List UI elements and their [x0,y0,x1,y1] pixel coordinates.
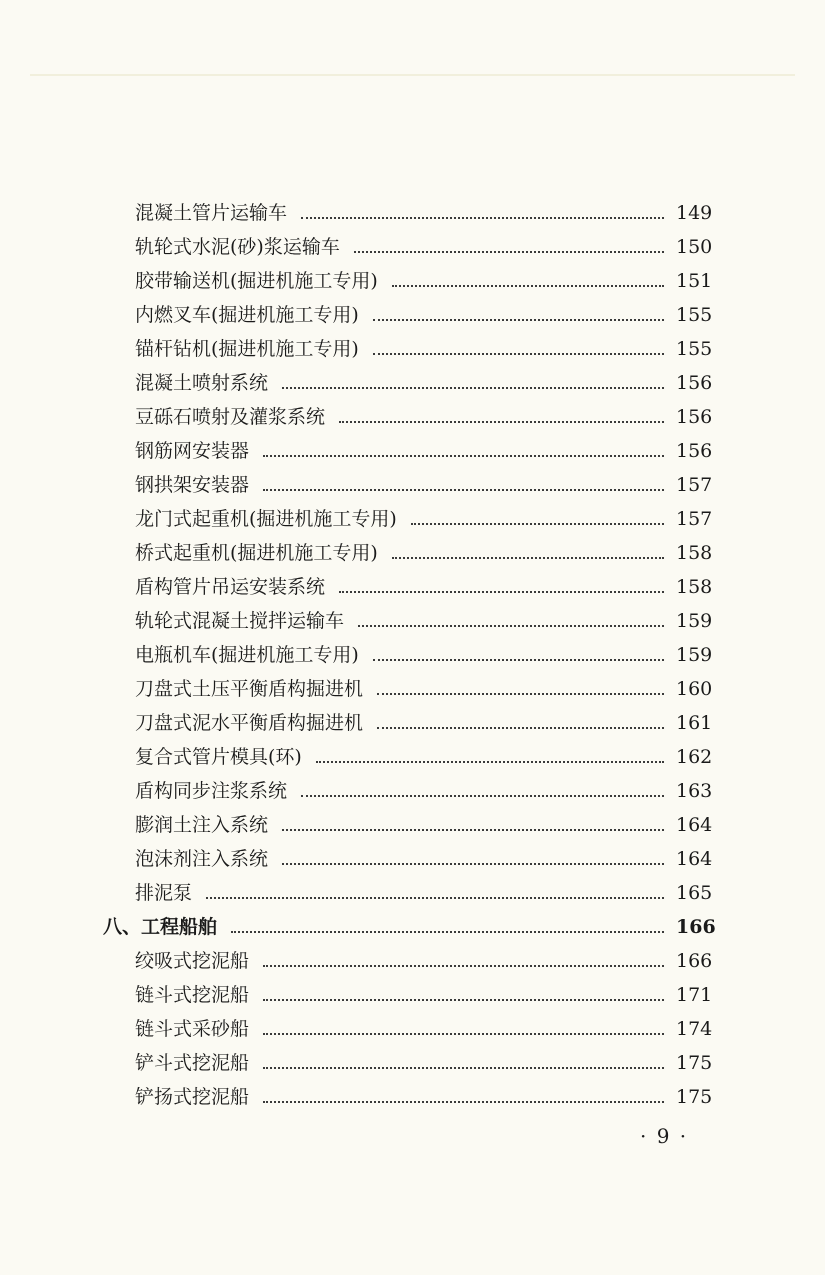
toc-entry[interactable] [100,366,712,400]
toc-entry-page: 157 [676,474,713,496]
toc-entry-label: 钢拱架安装器 [135,474,250,496]
dot-leader [282,829,664,831]
toc-entry-page: 166 [676,950,713,972]
dot-leader [316,761,664,763]
toc-entry[interactable] [100,400,712,434]
toc-entry-page: 155 [676,338,713,360]
toc-entry-label: 八、工程船舶 [103,916,218,938]
toc-entry[interactable] [100,468,712,502]
dot-leader [263,455,664,457]
dot-leader [392,557,664,559]
toc-entry-page: 149 [676,202,713,224]
toc-entry-page: 171 [676,984,713,1006]
toc-entry-page: 151 [676,270,713,292]
toc-entry[interactable] [100,1046,712,1080]
toc-entry-label: 钢筋网安装器 [135,440,250,462]
toc-entry-page: 162 [676,746,713,768]
toc-entry[interactable] [100,298,712,332]
toc-entry-label: 排泥泵 [135,882,193,904]
toc-entry[interactable] [100,842,712,876]
toc-entry[interactable] [100,638,712,672]
dot-leader [377,727,664,729]
toc-entry[interactable] [100,264,712,298]
toc-entry-label: 盾构同步注浆系统 [135,780,288,802]
toc-entry-label: 绞吸式挖泥船 [135,950,250,972]
dot-leader [411,523,664,525]
toc-entry[interactable] [100,706,712,740]
dot-leader [263,1101,664,1103]
toc-entry-page: 164 [676,848,713,870]
toc-entry-label: 混凝土喷射系统 [135,372,269,394]
dot-leader [339,421,664,423]
dot-leader [301,217,664,219]
toc-entry[interactable] [100,672,712,706]
toc-entry[interactable] [100,944,712,978]
dot-leader [373,319,664,321]
toc-entry-label: 链斗式采砂船 [135,1018,250,1040]
toc-entry-label: 盾构管片吊运安装系统 [135,576,326,598]
toc-entry-label: 膨润土注入系统 [135,814,269,836]
toc-section-heading[interactable] [100,910,716,944]
dot-leader [392,285,664,287]
toc-entry-page: 165 [676,882,713,904]
dot-leader [263,1033,664,1035]
toc-entry-label: 胶带输送机(掘进机施工专用) [135,270,378,292]
dot-leader [206,897,664,899]
toc-entry[interactable] [100,740,712,774]
toc-entry-page: 150 [676,236,713,258]
toc-entry-page: 160 [676,678,713,700]
header-rule [30,74,795,76]
dot-leader [263,999,664,1001]
toc-entry-label: 复合式管片模具(环) [135,746,302,768]
toc-entry-page: 159 [676,610,713,632]
toc-entry-page: 164 [676,814,713,836]
toc-entry-page: 158 [676,542,713,564]
toc-entry[interactable] [100,1012,712,1046]
toc-entry-page: 174 [676,1018,713,1040]
toc-entry-label: 电瓶机车(掘进机施工专用) [135,644,359,666]
toc-entry-label: 混凝土管片运输车 [135,202,288,224]
toc-entry[interactable] [100,978,712,1012]
dot-leader [263,965,664,967]
toc-entry-page: 156 [676,406,713,428]
toc-entry[interactable] [100,502,712,536]
dot-leader [231,931,664,933]
toc-entry-label: 链斗式挖泥船 [135,984,250,1006]
toc-entry-page: 166 [676,916,716,938]
toc-entry-label: 铲斗式挖泥船 [135,1052,250,1074]
dot-leader [339,591,664,593]
toc-entry[interactable] [100,230,712,264]
toc-entry[interactable] [100,196,712,230]
toc-entry-label: 泡沫剂注入系统 [135,848,269,870]
toc-entry-label: 龙门式起重机(掘进机施工专用) [135,508,397,530]
dot-leader [263,489,664,491]
toc-entry-page: 156 [676,372,713,394]
toc-entry-page: 157 [676,508,713,530]
toc-entry-label: 锚杆钻机(掘进机施工专用) [135,338,359,360]
dot-leader [282,863,664,865]
dot-leader [301,795,664,797]
toc-entry-label: 豆砾石喷射及灌浆系统 [135,406,326,428]
dot-leader [377,693,664,695]
dot-leader [373,659,664,661]
dot-leader [282,387,664,389]
toc-entry-page: 155 [676,304,713,326]
toc-entry[interactable] [100,604,712,638]
toc-entry-label: 轨轮式混凝土搅拌运输车 [135,610,345,632]
toc-entry-page: 159 [676,644,713,666]
table-of-contents [100,196,716,1114]
toc-entry-page: 158 [676,576,713,598]
toc-entry-page: 175 [676,1086,713,1108]
dot-leader [354,251,664,253]
toc-entry-label: 轨轮式水泥(砂)浆运输车 [135,236,340,258]
toc-entry-label: 内燃叉车(掘进机施工专用) [135,304,359,326]
toc-entry[interactable] [100,774,712,808]
toc-entry[interactable] [100,876,712,910]
toc-entry-page: 175 [676,1052,713,1074]
toc-entry-page: 161 [676,712,713,734]
toc-entry[interactable] [100,332,712,366]
toc-entry-label: 桥式起重机(掘进机施工专用) [135,542,378,564]
toc-entry-page: 156 [676,440,713,462]
page-number: · 9 · [640,1124,689,1148]
dot-leader [263,1067,664,1069]
toc-entry-label: 刀盘式土压平衡盾构掘进机 [135,678,364,700]
toc-entry-page: 163 [676,780,713,802]
toc-entry[interactable] [100,434,712,468]
toc-entry[interactable] [100,536,712,570]
dot-leader [358,625,664,627]
dot-leader [373,353,664,355]
toc-entry-label: 刀盘式泥水平衡盾构掘进机 [135,712,364,734]
toc-entry[interactable] [100,808,712,842]
toc-entry-label: 铲扬式挖泥船 [135,1086,250,1108]
toc-entry[interactable] [100,1080,712,1114]
toc-entry[interactable] [100,570,712,604]
